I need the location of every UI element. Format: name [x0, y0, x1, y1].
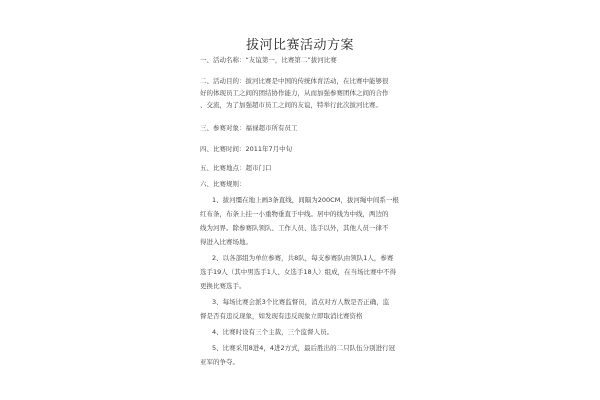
rule-1-line-1: 1、拔河缰在地上画3条直线，间隔为200CM，拔河绳中间系一根: [212, 196, 399, 204]
section-purpose-line-1: 二、活动目的：拔河比赛是中国的传统体育活动，在比赛中能够很: [200, 77, 389, 85]
rule-3-line-2: 督是否有违反现象，如发现有违反现象立即取消比赛资格: [200, 312, 363, 320]
rule-3-line-1: 3、每场比赛会派3个比赛监督员，消点对方人数是否正确，监: [212, 298, 390, 306]
rule-1-line-4: 得进入比赛场地。: [200, 238, 252, 246]
rule-1-line-2: 红布条，布条上挂一小重物垂直于中线。居中的线为中线，两边的: [200, 210, 389, 218]
section-time: 四、比赛时间：2011年7月中旬: [200, 145, 293, 153]
rule-2-line-3: 更换比赛选手。: [200, 282, 246, 290]
rule-5-line-1: 5、比赛采用8进4，4进2方式，最后胜出的二只队伍分别进行冠: [212, 344, 396, 352]
rule-2-line-1: 2、以各部组为单位参赛，共8队，每支参赛队由领队1人，参赛: [212, 254, 394, 262]
document-title: 拔河比赛活动方案: [245, 38, 354, 53]
section-location: 五、比赛地点：超市门口: [200, 164, 272, 172]
section-activity-name: 一、活动名称：“友谊第一，比赛第二”拔河比赛: [200, 56, 337, 64]
rule-1-line-3: 线为河界。除参赛队领队、工作人员、选手以外，其他人员一律不: [200, 224, 389, 232]
section-purpose-line-3: 、交流，为了加强超市员工之间的友谊，特举行此次拔河比赛。: [200, 101, 382, 109]
section-rules-heading: 六、比赛规则：: [200, 180, 246, 188]
rule-4: 4、比赛时设有三个主裁，三个监督人员。: [212, 328, 334, 336]
section-purpose-line-2: 好的体现员工之间的团结协作能力，从而加强参赛团体之间的合作: [200, 89, 389, 97]
rule-5-line-2: 亚军的争夺。: [200, 358, 239, 366]
section-participants: 三、参赛对象：福禄超市所有员工: [200, 124, 298, 132]
rule-2-line-2: 选手19人（其中男选手1人、女选手18人）组成，在当场比赛中不得: [200, 268, 397, 276]
